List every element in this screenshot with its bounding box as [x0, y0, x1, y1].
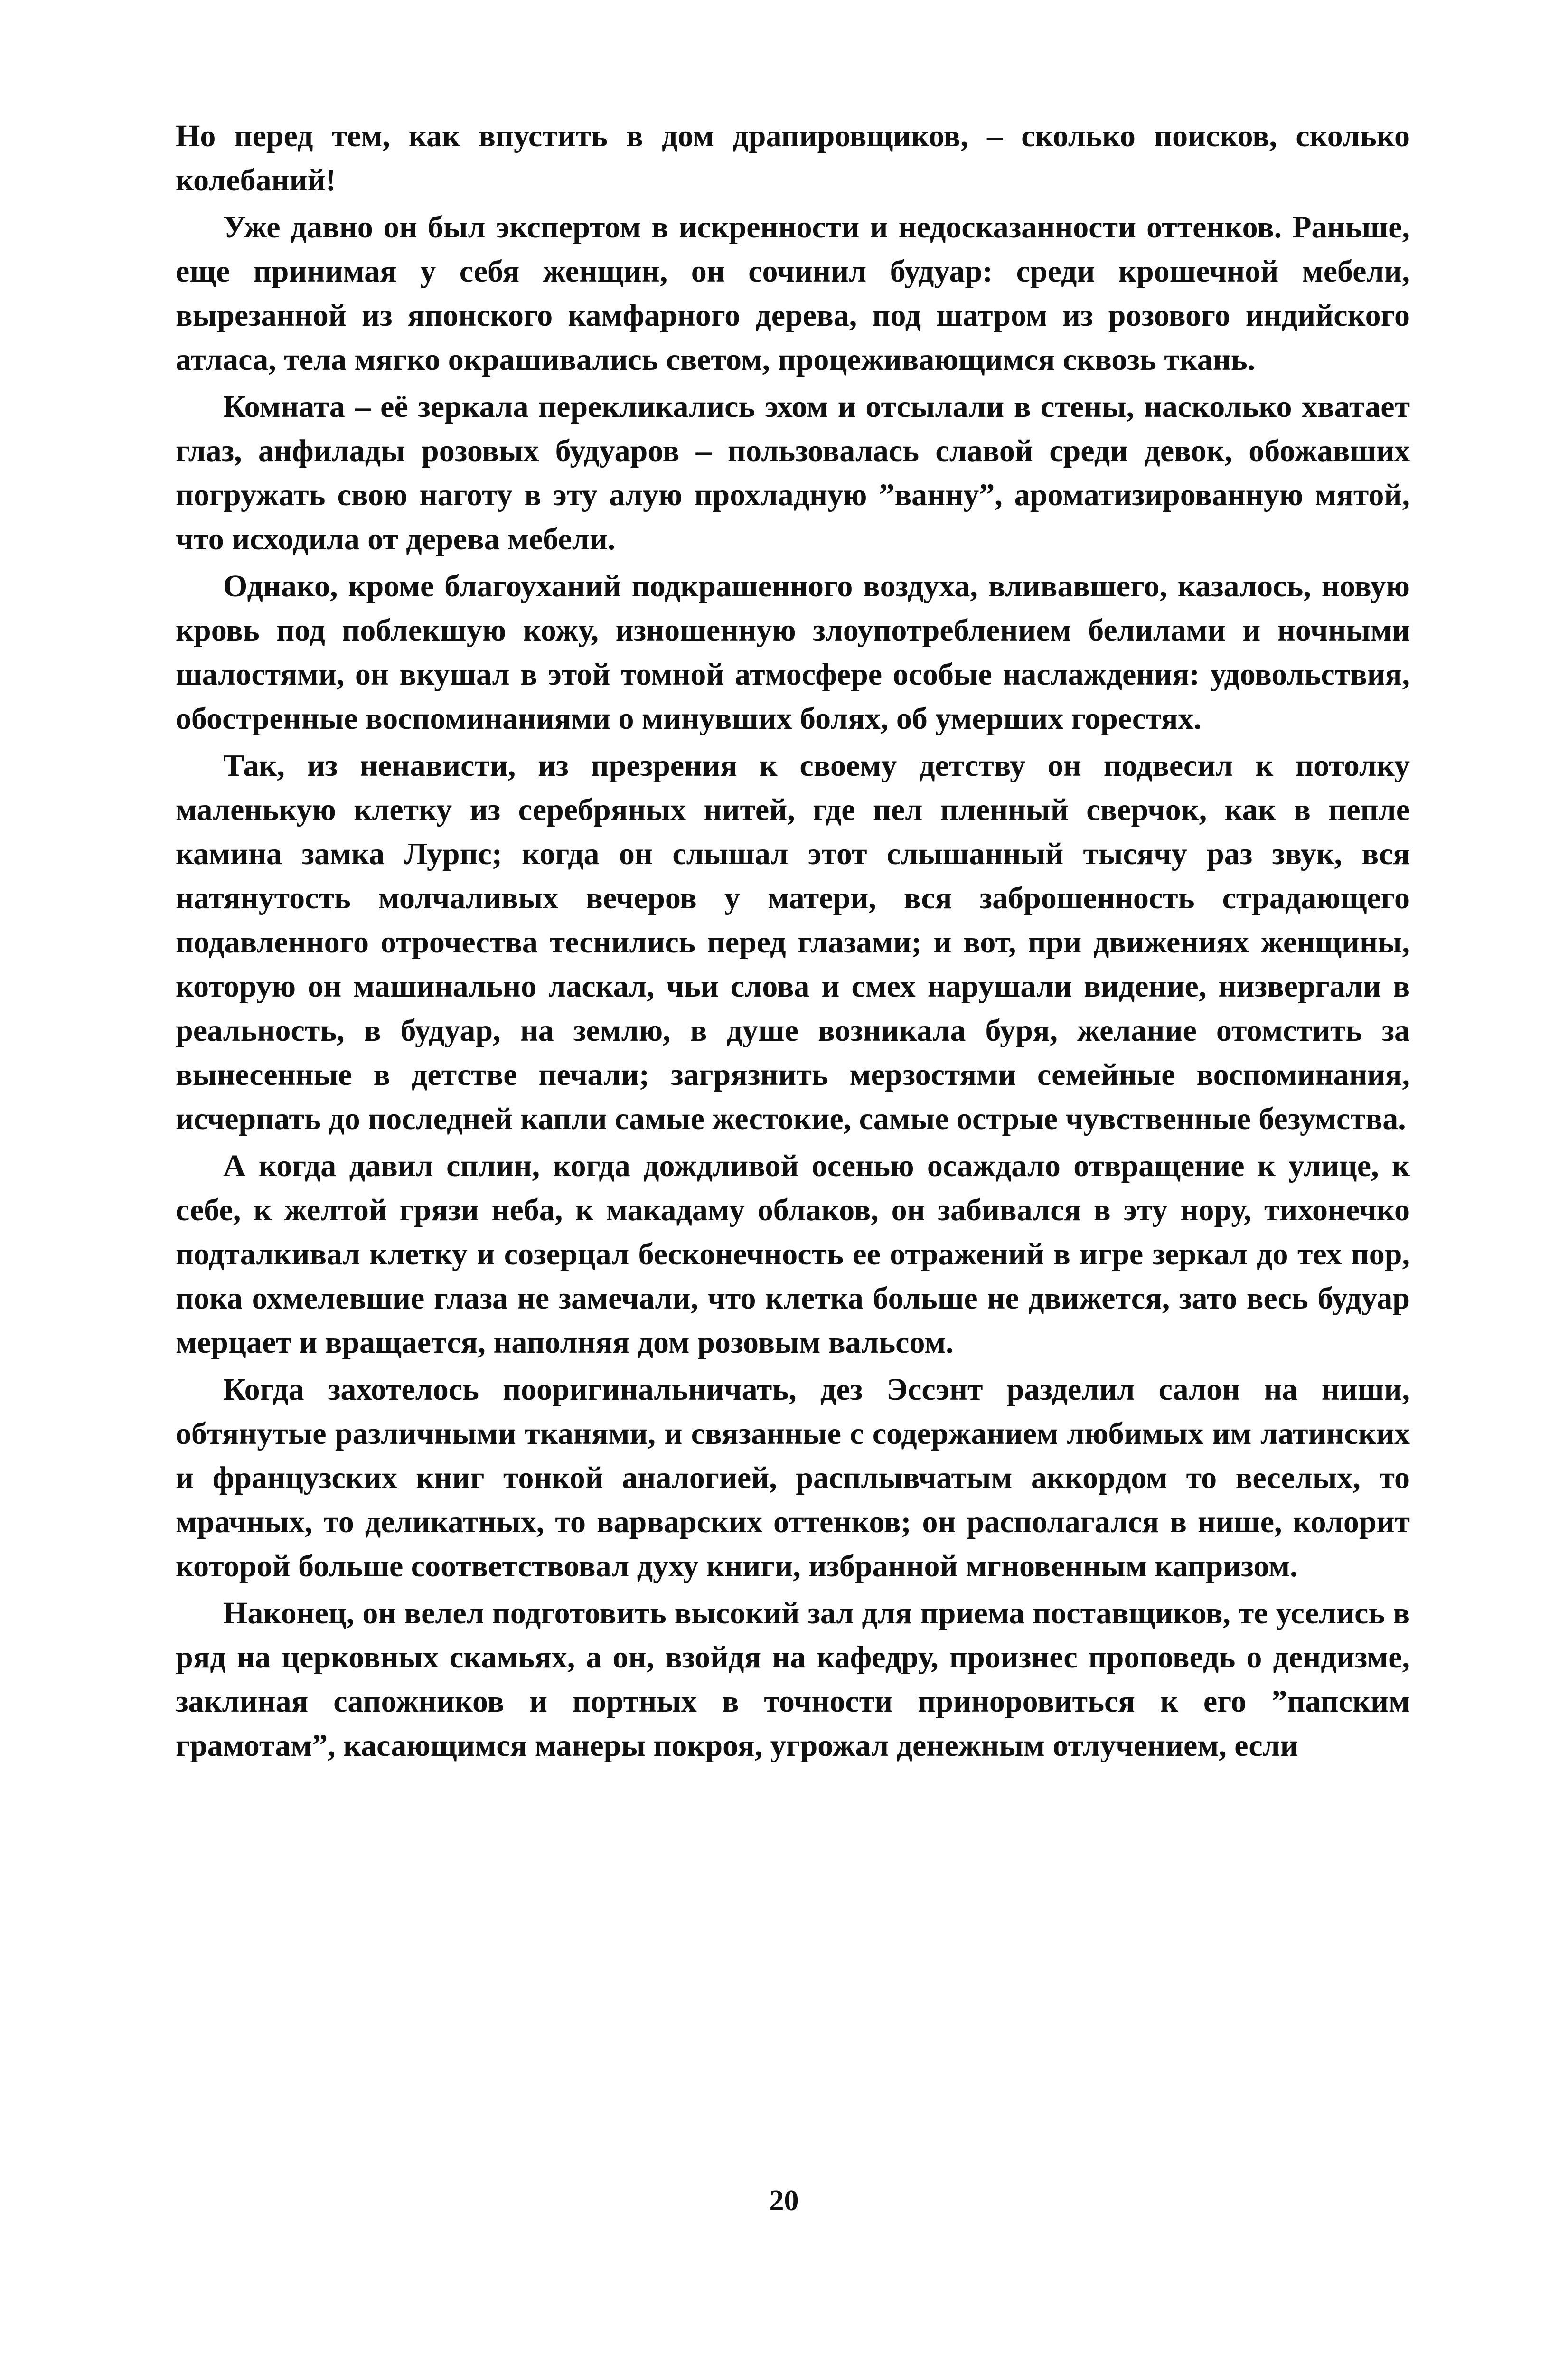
paragraph-4: Однако, кроме благоуханий подкрашенного воздуха, вливавшего, казалось, новую кровь под поблекшую кожу, изношенную злоупотреблением белилами и ночными шалостями, он вкушал в этой томной атмосфере особые наслаждения: удовольствия, обостренные воспоминаниями о минувших болях, об умерших горестях.	[176, 569, 1410, 736]
paragraph-2: Уже давно он был экспертом в искренности и недосказанности оттенков. Раньше, еще принимая у себя женщин, он сочинил будуар: среди крошечной мебели, вырезанной из японского камфарного дерева, под шатром из розового индийского атласа, тела мягко окрашивались светом, процеживающимся сквозь ткань.	[176, 210, 1410, 377]
paragraph-1: Но перед тем, как впустить в дом драпировщиков, – сколько поисков, сколько колебаний!	[176, 119, 1410, 198]
paragraph-3: Комната – её зеркала перекликались эхом и отсылали в стены, насколько хватает глаз, анфилады розовых будуаров – пользовалась славой среди девок, обожавших погружать свою наготу в эту алую прохладную ”ванну”, ароматизированную мятой, что исходила от дерева мебели.	[176, 389, 1410, 556]
paragraph-6: А когда давил сплин, когда дождливой осенью осаждало отвращение к улице, к себе, к желтой грязи неба, к макадаму облаков, он забивался в эту нору, тихонечко подталкивал клетку и созерцал бесконечность ее отражений в игре зеркал до тех пор, пока охмелевшие глаза не замечали, что клетка больше не движется, зато весь будуар мерцает и вращается, наполняя дом розовым вальсом.	[176, 1149, 1410, 1360]
paragraph-5: Так, из ненависти, из презрения к своему детству он подвесил к потолку маленькую клетку из серебряных нитей, где пел пленный сверчок, как в пепле камина замка Лурпс; когда он слышал этот слышанный тысячу раз звук, вся натянутость молчаливых вечеров у матери, вся заброшенность страдающего подавленного отрочества теснились перед глазами; и вот, при движениях женщины, которую он машинально ласкал, чьи слова и смех нарушали видение, низвергали в реальность, в будуар, на землю, в душе возникала буря, желание отомстить за вынесенные в детстве печали; загрязнить мерзостями семейные воспоминания, исчерпать до последней капли самые жестокие, самые острые чувственные безумства.	[176, 748, 1410, 1136]
paragraph-7: Когда захотелось пооригинальничать, дез Эссэнт разделил салон на ниши, обтянутые различными тканями, и связанные с содержанием любимых им латинских и французских книг тонкой аналогией, расплывчатым аккордом то веселых, то мрачных, то деликатных, то варварских оттенков; он располагался в нише, колорит которой больше соответствовал духу книги, избранной мгновенным капризом.	[176, 1372, 1410, 1583]
body-text	[176, 114, 1410, 1768]
page-number: 20	[769, 2185, 799, 2217]
paragraph-8: Наконец, он велел подготовить высокий зал для приема поставщиков, те уселись в ряд на церковных скамьях, а он, взойдя на кафедру, произнес проповедь о дендизме, заклиная сапожников и портных в точности приноровиться к его ”папским грамотам”, касающимся манеры покроя, угрожал денежным отлучением, если	[176, 1596, 1410, 1763]
